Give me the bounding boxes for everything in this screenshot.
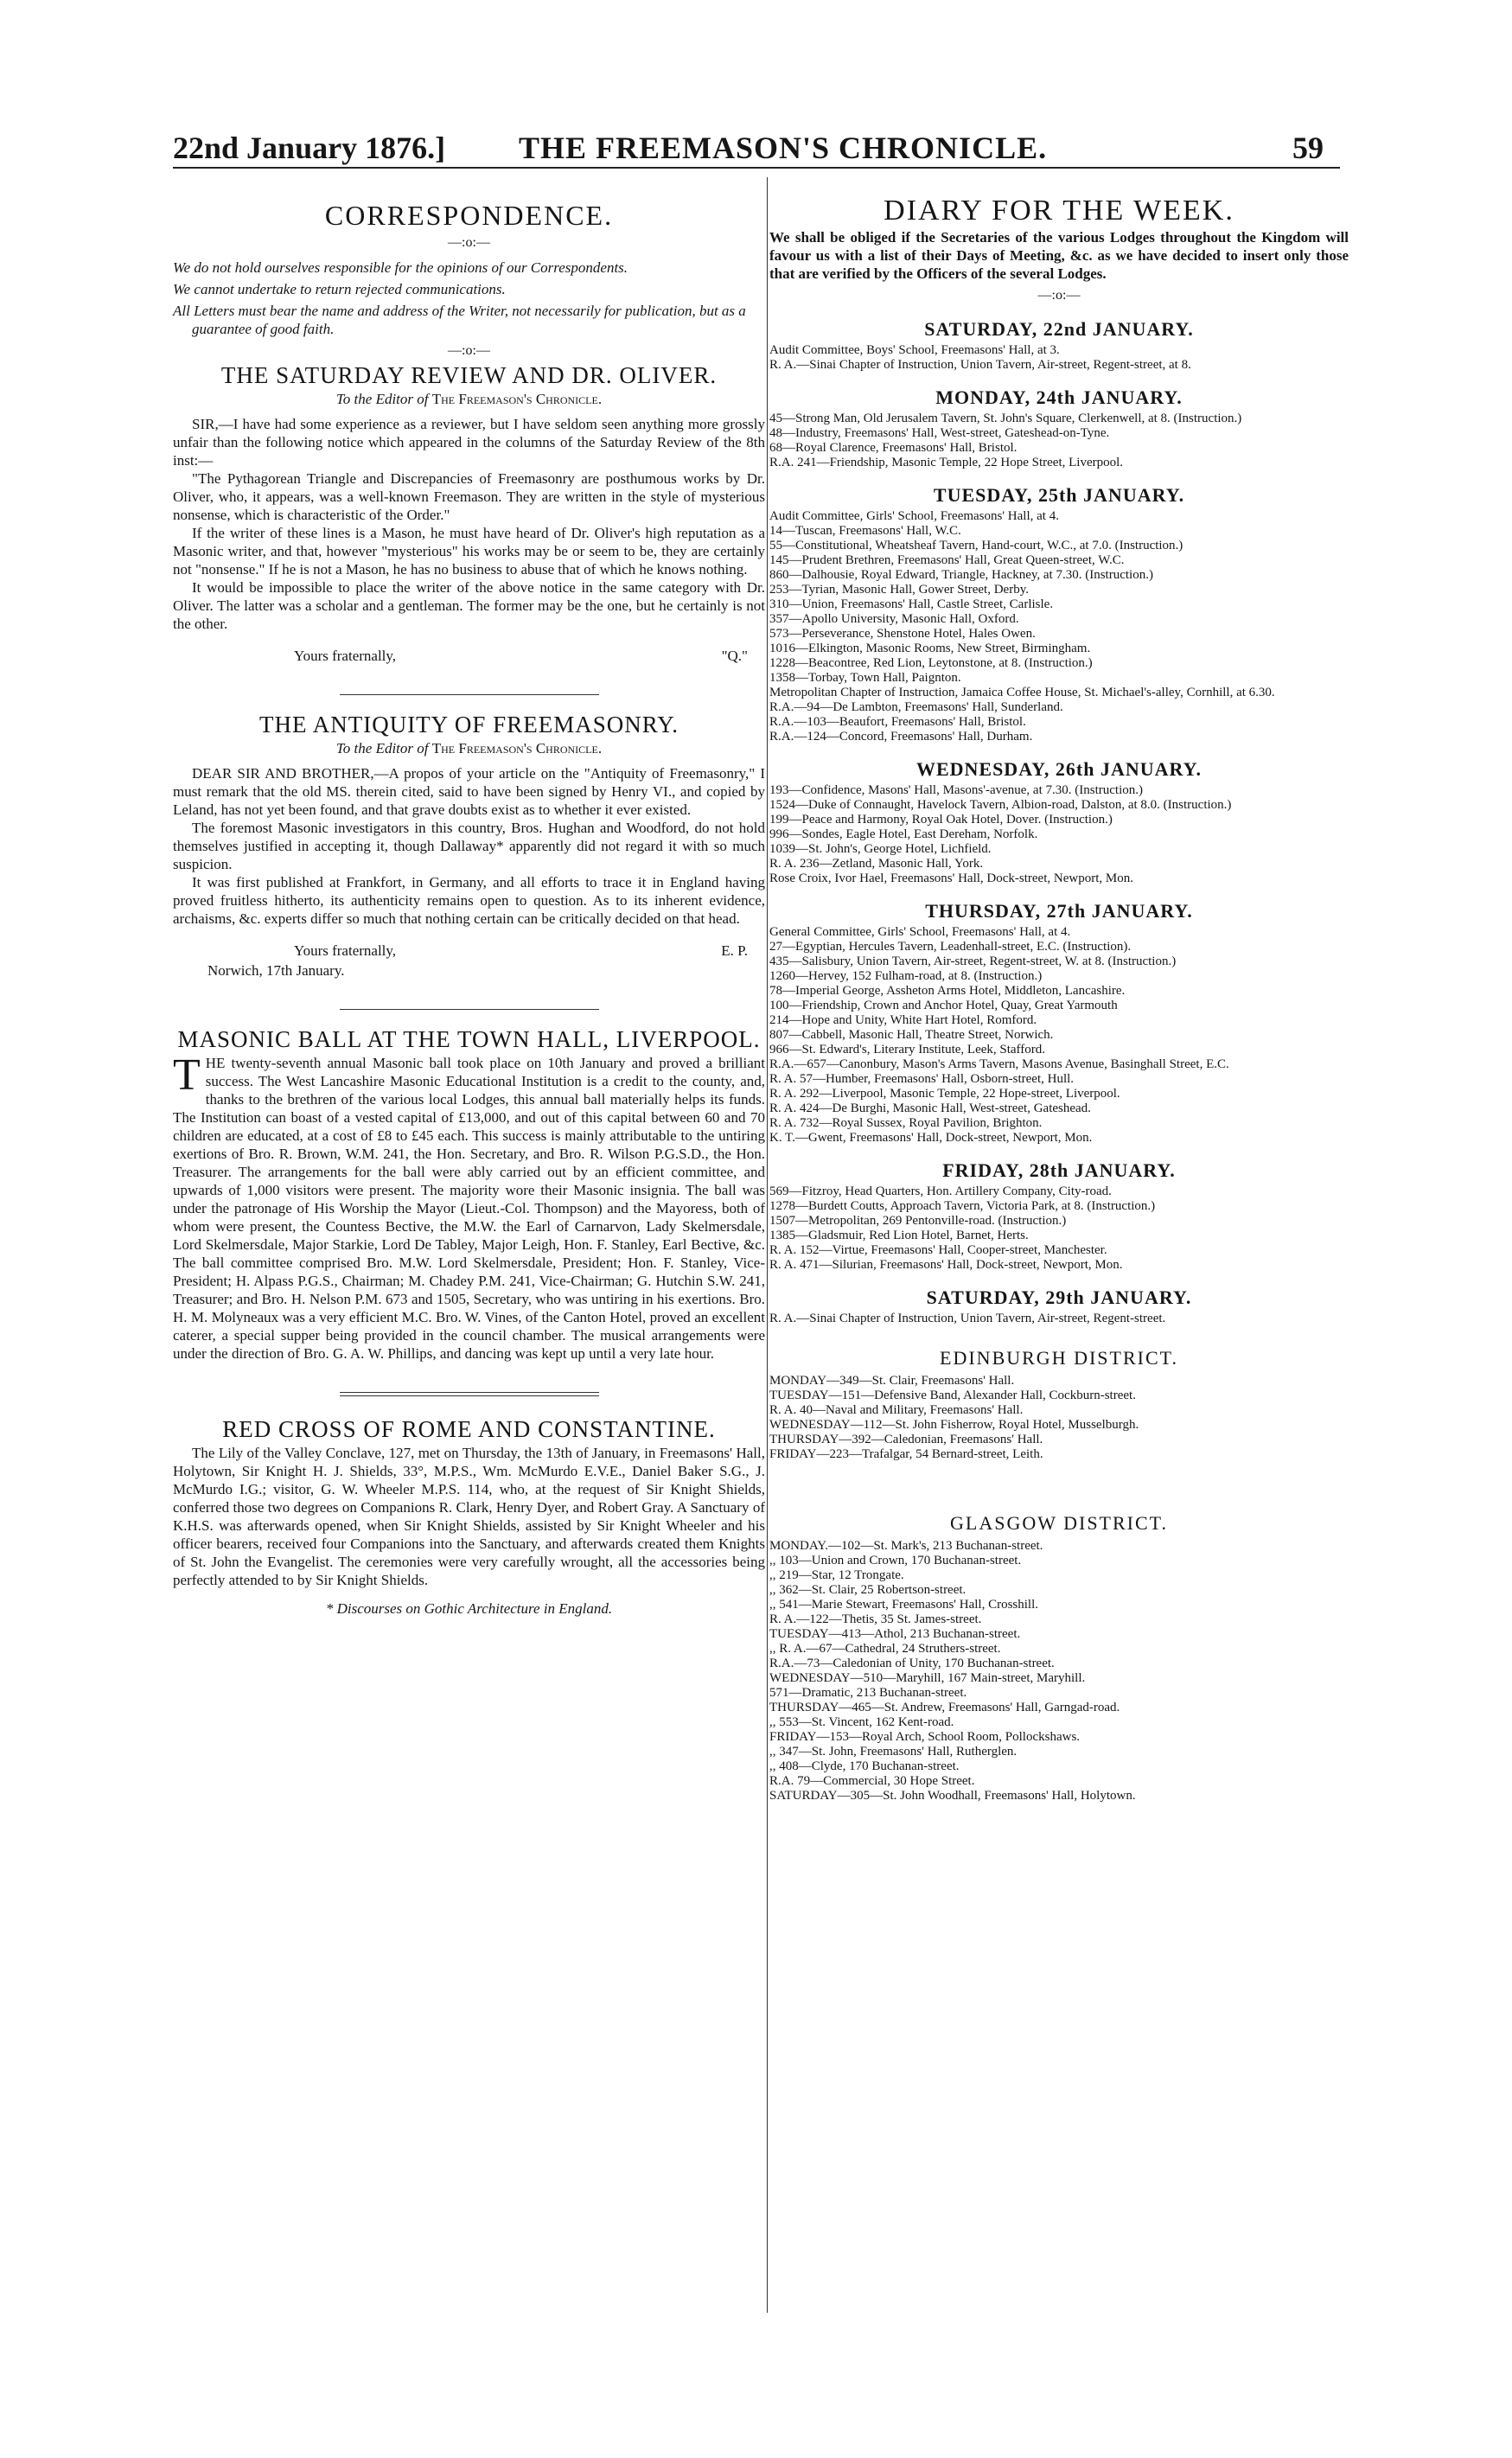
district-title: GLASGOW DISTRICT. (950, 1512, 1168, 1534)
left-column (173, 177, 765, 1618)
article-paragraph: It would be impossible to place the writer of the above notice in the same category with Dr. Oliver. The latter was a scholar and a gentleman. The former may be the one, but he certainly is not the other. (173, 579, 765, 632)
article-paragraph: SIR,—I have had some experience as a reviewer, but I have seldom seen anything more grossly unfair than the following notice which appeared in the columns of the Saturday Review of the 8th inst:— (173, 416, 765, 469)
district-entry: FRIDAY—223—Trafalgar, 54 Bernard-street, Leith. (769, 1447, 1043, 1461)
diary-entry: R. A.—Sinai Chapter of Instruction, Union Tavern, Air-street, Regent-street, at 8. (769, 358, 1191, 372)
article-title: THE ANTIQUITY OF FREEMASONRY. (258, 712, 679, 737)
diary-entry: Metropolitan Chapter of Instruction, Jamaica Coffee House, St. Michael's-alley, Cornhill, at 6.30. (769, 686, 1275, 699)
district-entry: ,, R. A.—67—Cathedral, 24 Struthers-street. (769, 1642, 1001, 1656)
issue-date: 22nd January 1876.] (173, 131, 446, 165)
diary-title: DIARY FOR THE WEEK. (884, 195, 1234, 227)
article-title: THE SATURDAY REVIEW AND DR. OLIVER. (220, 362, 718, 388)
page-header (0, 0, 1512, 169)
diary-entry: 27—Egyptian, Hercules Tavern, Leadenhall-street, E.C. (Instruction). (769, 940, 1132, 954)
article-paragraph: It was first published at Frankfort, in Germany, and all efforts to trace it in England having proved fruitless hitherto, its authenticity remains open to question. As to its inherent evidence, archaisms, &c. experts differ so much that nothing certain can be critically decided on that head. (173, 874, 765, 927)
article-paragraph: DEAR SIR AND BROTHER,—A propos of your article on the "Antiquity of Freemasonry," I must remark that the old MS. therein cited, said to have been signed by Henry VI., and copied by Leland, has not yet been found, and that grave doubts exist as to whether it ever existed. (173, 765, 765, 818)
diary-entry: 48—Industry, Freemasons' Hall, West-street, Gateshead-on-Tyne. (769, 426, 1110, 440)
diary-entry: 573—Perseverance, Shenstone Hotel, Hales Owen. (769, 627, 1036, 641)
correspondence-title: CORRESPONDENCE. (324, 200, 614, 231)
district-entry: ,, 219—Star, 12 Trongate. (769, 1568, 904, 1582)
district-entry: MONDAY—349—St. Clair, Freemasons' Hall. (769, 1374, 1015, 1388)
diary-entry: 145—Prudent Brethren, Freemasons' Hall, Great Queen-street, W.C. (769, 553, 1125, 567)
right-column (769, 177, 1349, 1804)
column-divider (767, 177, 768, 2313)
signature-line (294, 942, 748, 960)
diary-entry: R. A. 236—Zetland, Masonic Hall, York. (769, 857, 984, 871)
article-body: HE twenty-seventh annual Masonic ball took place on 10th January and proved a brilliant success. The West Lancashire Masonic Educational Institution is a credit to the county, and, thanks to the brethren of the various local Lodges, this annual ball materially helps its funds. The Institution can boast of a vested capital of £13,000, and out of this capital between 60 and 70 children are educated, at a cost of £8 to £45 each. This success is mainly attributable to the untiring exertions of Bro. R. Brown, W.M. 241, the Hon. Secretary, and Bro. R. Wilson P.G.S.D., the Hon. Treasurer. The arrangements for the ball were ably carried out by an efficient committee, and upwards of 1,000 visitors were present. The majority wore their Masonic insignia. The ball was under the patronage of His Worship the Mayor (Lieut.-Col. Thompson) and the Mayoress, both of whom were present, the Countess Bective, the M.W. the Earl of Carnarvon, Lady Skelmersdale, Lord Skelmersdale, Major Starkie, Lord De Tabley, Major Leigh, Hon. F. Stanley, Earl Bective, &c. The ball committee comprised Bro. M.W. Lord Skelmersdale, President; Hon. F. Stanley, Vice-President; H. Alpass P.G.S., Chairman; M. Chadey P.M. 241, Vice-Chairman; G. Hutchin S.W. 241, Treasurer; and Bro. H. Nelson P.M. 673 and 1505, Secretary, who was untiring in his exertions. Bro. H. M. Molyneaux was a very efficient M.C. Bro. W. Vines, of the Canton Hotel, proved an excellent caterer, a special supper being provided in the council chamber. The musical arrangements were under the direction of Bro. G. A. W. Phillips, and dancing was kept up until a very late hour. (173, 1055, 765, 1362)
signature-line (294, 647, 748, 665)
diary-entry: R. A.—Sinai Chapter of Instruction, Union Tavern, Air-street, Regent-street. (769, 1312, 1166, 1325)
district-entry: 571—Dramatic, 213 Buchanan-street. (769, 1686, 967, 1700)
diary-entry: R. A. 424—De Burghi, Masonic Hall, West-street, Gateshead. (769, 1101, 1091, 1115)
diary-entry: R. A. 471—Silurian, Freemasons' Hall, Dock-street, Newport, Mon. (769, 1258, 1123, 1272)
diary-entry: 14—Tuscan, Freemasons' Hall, W.C. (769, 524, 961, 538)
diary-intro: We shall be obliged if the Secretaries of the various Lodges throughout the Kingdom will favour us with a list of their Days of Meeting, &c. as we have decided to insert only those that are verified by the Officers of the several Lodges. (769, 229, 1349, 282)
district-entry: ,, 347—St. John, Freemasons' Hall, Rutherglen. (769, 1745, 1018, 1759)
diary-entry: R. A. 732—Royal Sussex, Royal Pavilion, Brighton. (769, 1116, 1043, 1130)
diary-entry: Audit Committee, Girls' School, Freemasons' Hall, at 4. (769, 509, 1059, 523)
glasgow-list (769, 1539, 1349, 1804)
diary-day-heading: THURSDAY, 27th JANUARY. (925, 900, 1193, 922)
diary-entry: 1228—Beacontree, Red Lion, Leytonstone, at 8. (Instruction.) (769, 656, 1093, 670)
article-paragraph: The Lily of the Valley Conclave, 127, met on Thursday, the 13th of January, in Freemasons' Hall, Holytown, Sir Knight H. J. Shields, 33°, M.P.S., Wm. McMurdo E.V.E., Daniel Baker S.G., J. McMurdo I.G.; visitor, G. W. Wheeler M.P.S. 114, who, at the request of Sir Knight Shields, conferred those two degrees on Companions R. Clark, Henry Dyer, and Robert Gray. A Sanctuary of K.H.S. was afterwards opened, when Sir Knight Shields, assisted by Sir Knight Wheeler and his officer bearers, received four Companions into the Sanctuary, and afterwards created them Knights of St. John the Evangelist. The ceremonies were very carefully wrought, all the accessories being perfectly attended to by Sir Knight Shields. (173, 1445, 765, 1588)
correspondence-note: We do not hold ourselves responsible for the opinions of our Correspondents. (173, 259, 628, 276)
district-entry: ,, 362—St. Clair, 25 Robertson-street. (769, 1583, 967, 1597)
diary-entry: 199—Peace and Harmony, Royal Oak Hotel, Dover. (Instruction.) (769, 813, 1113, 827)
district-entry: MONDAY.—102—St. Mark's, 213 Buchanan-street. (769, 1539, 1043, 1553)
signature: "Q." (721, 648, 748, 664)
diary-day-heading: TUESDAY, 25th JANUARY. (933, 484, 1185, 506)
article-title: RED CROSS OF ROME AND CONSTANTINE. (222, 1416, 716, 1442)
district-entry: R.A.—73—Caledonian of Unity, 170 Buchanan-street. (769, 1657, 1055, 1670)
footnote: * Discourses on Gothic Architecture in England. (325, 1600, 613, 1617)
editor-line (173, 739, 765, 757)
diary-entry: R.A.—124—Concord, Freemasons' Hall, Durham. (769, 730, 1033, 744)
diary-entry: 253—Tyrian, Masonic Hall, Gower Street, Derby. (769, 583, 1029, 597)
district-entry: R. A.—122—Thetis, 35 St. James-street. (769, 1612, 982, 1626)
diary-entry: R.A.—94—De Lambton, Freemasons' Hall, Sunderland. (769, 700, 1063, 714)
correspondence-note: All Letters must bear the name and address of the Writer, not necessarily for publication, but as a guarantee of good faith. (173, 303, 746, 337)
diary-entry: Rose Croix, Ivor Hael, Freemasons' Hall, Dock-street, Newport, Mon. (769, 871, 1133, 885)
editor-prefix: To the Editor of (335, 740, 429, 757)
district-entry: R. A. 40—Naval and Military, Freemasons' Hall. (769, 1403, 1024, 1417)
publication-title: THE FREEMASON'S CHRONICLE. (519, 131, 1048, 165)
district-entry: TUESDAY—413—Athol, 213 Buchanan-street. (769, 1627, 1021, 1641)
dateline: Norwich, 17th January. (207, 962, 345, 979)
diary-entry: K. T.—Gwent, Freemasons' Hall, Dock-street, Newport, Mon. (769, 1131, 1093, 1145)
signature: E. P. (721, 942, 748, 959)
diary-entry: 45—Strong Man, Old Jerusalem Tavern, St. John's Square, Clerkenwell, at 8. (Instruction.) (769, 412, 1242, 425)
district-title: EDINBURGH DISTRICT. (940, 1347, 1178, 1369)
district-entry: THURSDAY—465—St. Andrew, Freemasons' Hall, Garngad-road. (769, 1701, 1120, 1714)
separator: —:o:— (448, 235, 490, 250)
drop-cap: T (173, 1050, 201, 1100)
district-entry: THURSDAY—392—Caledonian, Freemasons' Hall. (769, 1433, 1043, 1446)
diary-entry: R.A.—657—Canonbury, Mason's Arms Tavern, Masons Avenue, Basinghall Street, E.C. (769, 1057, 1229, 1071)
diary-entry: R. A. 152—Virtue, Freemasons' Hall, Cooper-street, Manchester. (769, 1243, 1107, 1257)
editor-line (173, 390, 765, 408)
edinburgh-list (769, 1374, 1349, 1462)
diary-entry: 310—Union, Freemasons' Hall, Castle Street, Carlisle. (769, 597, 1054, 611)
district-entry: SATURDAY—305—St. John Woodhall, Freemasons' Hall, Holytown. (769, 1789, 1136, 1803)
diary-days (769, 320, 1349, 1326)
closing: Yours fraternally, (294, 648, 397, 664)
article-paragraph: The foremost Masonic investigators in this country, Bros. Hughan and Woodford, do not hold themselves justified in accepting it, though Dallaway* apparently did not regard it with so much suspicion. (173, 820, 765, 872)
closing: Yours fraternally, (294, 942, 397, 959)
diary-entry: 193—Confidence, Masons' Hall, Masons'-avenue, at 7.30. (Instruction.) (769, 783, 1143, 797)
district-entry: ,, 103—Union and Crown, 170 Buchanan-street. (769, 1554, 1022, 1567)
diary-day-heading: MONDAY, 24th JANUARY. (935, 386, 1183, 408)
diary-entry: 78—Imperial George, Assheton Arms Hotel, Middleton, Lancashire. (769, 984, 1126, 998)
district-entry: ,, 408—Clyde, 170 Buchanan-street. (769, 1759, 960, 1773)
section-rule (340, 694, 599, 695)
diary-day-heading: SATURDAY, 29th JANUARY. (926, 1286, 1192, 1308)
section-rule (340, 1392, 599, 1396)
diary-entry: 68—Royal Clarence, Freemasons' Hall, Bristol. (769, 441, 1018, 455)
diary-entry: 569—Fitzroy, Head Quarters, Hon. Artillery Company, City-road. (769, 1184, 1112, 1198)
district-entry: FRIDAY—153—Royal Arch, School Room, Pollockshaws. (769, 1730, 1081, 1744)
district-entry: R.A. 79—Commercial, 30 Hope Street. (769, 1774, 975, 1788)
district-entry: WEDNESDAY—112—St. John Fisherrow, Royal Hotel, Musselburgh. (769, 1418, 1139, 1432)
diary-entry: 996—Sondes, Eagle Hotel, East Dereham, Norfolk. (769, 827, 1038, 841)
diary-day-heading: FRIDAY, 28th JANUARY. (942, 1159, 1176, 1181)
editor-name: The Freemason's Chronicle. (431, 391, 603, 407)
district-entry: ,, 541—Marie Stewart, Freemasons' Hall, Crosshill. (769, 1598, 1038, 1612)
diary-entry: 1524—Duke of Connaught, Havelock Tavern, Albion-road, Dalston, at 8.0. (Instruction.) (769, 798, 1232, 812)
diary-entry: 1039—St. John's, George Hotel, Lichfield. (769, 842, 992, 856)
diary-entry: Audit Committee, Boys' School, Freemasons' Hall, at 3. (769, 343, 1060, 357)
separator: —:o:— (448, 343, 490, 358)
section-rule (340, 1009, 599, 1010)
editor-prefix: To the Editor of (335, 391, 429, 407)
article-paragraph: "The Pythagorean Triangle and Discrepancies of Freemasonry are posthumous works by Dr. Oliver, who, it appears, was a well-known Freemason. They are written in the style of mysterious nonsense, which is characteristic of the Order." (173, 470, 765, 523)
diary-entry: 1278—Burdett Coutts, Approach Tavern, Victoria Park, at 8. (Instruction.) (769, 1199, 1156, 1213)
diary-entry: 1260—Hervey, 152 Fulham-road, at 8. (Instruction.) (769, 969, 1043, 983)
diary-day-heading: WEDNESDAY, 26th JANUARY. (915, 758, 1203, 780)
district-entry: TUESDAY—151—Defensive Band, Alexander Hall, Cockburn-street. (769, 1389, 1136, 1402)
diary-entry: 966—St. Edward's, Literary Institute, Leek, Stafford. (769, 1043, 1046, 1057)
article-paragraph (173, 1050, 765, 1363)
diary-entry: 1358—Torbay, Town Hall, Paignton. (769, 671, 961, 685)
diary-entry: R. A. 57—Humber, Freemasons' Hall, Osborn-street, Hull. (769, 1072, 1075, 1086)
diary-entry: R. A. 292—Liverpool, Masonic Temple, 22 Hope-street, Liverpool. (769, 1087, 1120, 1101)
diary-entry: General Committee, Girls' School, Freemasons' Hall, at 4. (769, 925, 1071, 939)
correspondence-note: We cannot undertake to return rejected communications. (173, 281, 506, 297)
editor-name: The Freemason's Chronicle. (431, 740, 603, 757)
district-entry: WEDNESDAY—510—Maryhill, 167 Main-street, Maryhill. (769, 1671, 1086, 1685)
diary-entry: 435—Salisbury, Union Tavern, Air-street, Regent-street, W. at 8. (Instruction.) (769, 954, 1177, 968)
diary-entry: 55—Constitutional, Wheatsheaf Tavern, Hand-court, W.C., at 7.0. (Instruction.) (769, 539, 1183, 552)
diary-entry: 1016—Elkington, Masonic Rooms, New Street, Birmingham. (769, 642, 1091, 655)
diary-entry: 357—Apollo University, Masonic Hall, Oxford. (769, 612, 1019, 626)
district-entry: ,, 553—St. Vincent, 162 Kent-road. (769, 1715, 954, 1729)
diary-entry: R.A.—103—Beaufort, Freemasons' Hall, Bristol. (769, 715, 1026, 729)
diary-entry: 1507—Metropolitan, 269 Pentonville-road. (Instruction.) (769, 1214, 1067, 1228)
header-rule (173, 167, 1340, 169)
diary-entry: R.A. 241—Friendship, Masonic Temple, 22 Hope Street, Liverpool. (769, 456, 1124, 469)
diary-day-heading: SATURDAY, 22nd JANUARY. (924, 318, 1194, 340)
diary-entry: 214—Hope and Unity, White Hart Hotel, Romford. (769, 1013, 1037, 1027)
diary-entry: 100—Friendship, Crown and Anchor Hotel, Quay, Great Yarmouth (769, 999, 1118, 1012)
page-number: 59 (1292, 131, 1324, 165)
diary-entry: 860—Dalhousie, Royal Edward, Triangle, Hackney, at 7.30. (Instruction.) (769, 568, 1153, 582)
separator: —:o:— (1037, 288, 1081, 303)
article-paragraph: If the writer of these lines is a Mason, he must have heard of Dr. Oliver's high reputation as a Masonic writer, and that, however "mysterious" his works may be or seem to be, they are certainly not "nonsense." If he is not a Mason, he has no business to abuse that of which he knows nothing. (173, 525, 765, 578)
diary-entry: 1385—Gladsmuir, Red Lion Hotel, Barnet, Herts. (769, 1229, 1029, 1242)
article-title: MASONIC BALL AT THE TOWN HALL, LIVERPOOL. (177, 1026, 761, 1052)
diary-entry: 807—Cabbell, Masonic Hall, Theatre Street, Norwich. (769, 1028, 1054, 1042)
